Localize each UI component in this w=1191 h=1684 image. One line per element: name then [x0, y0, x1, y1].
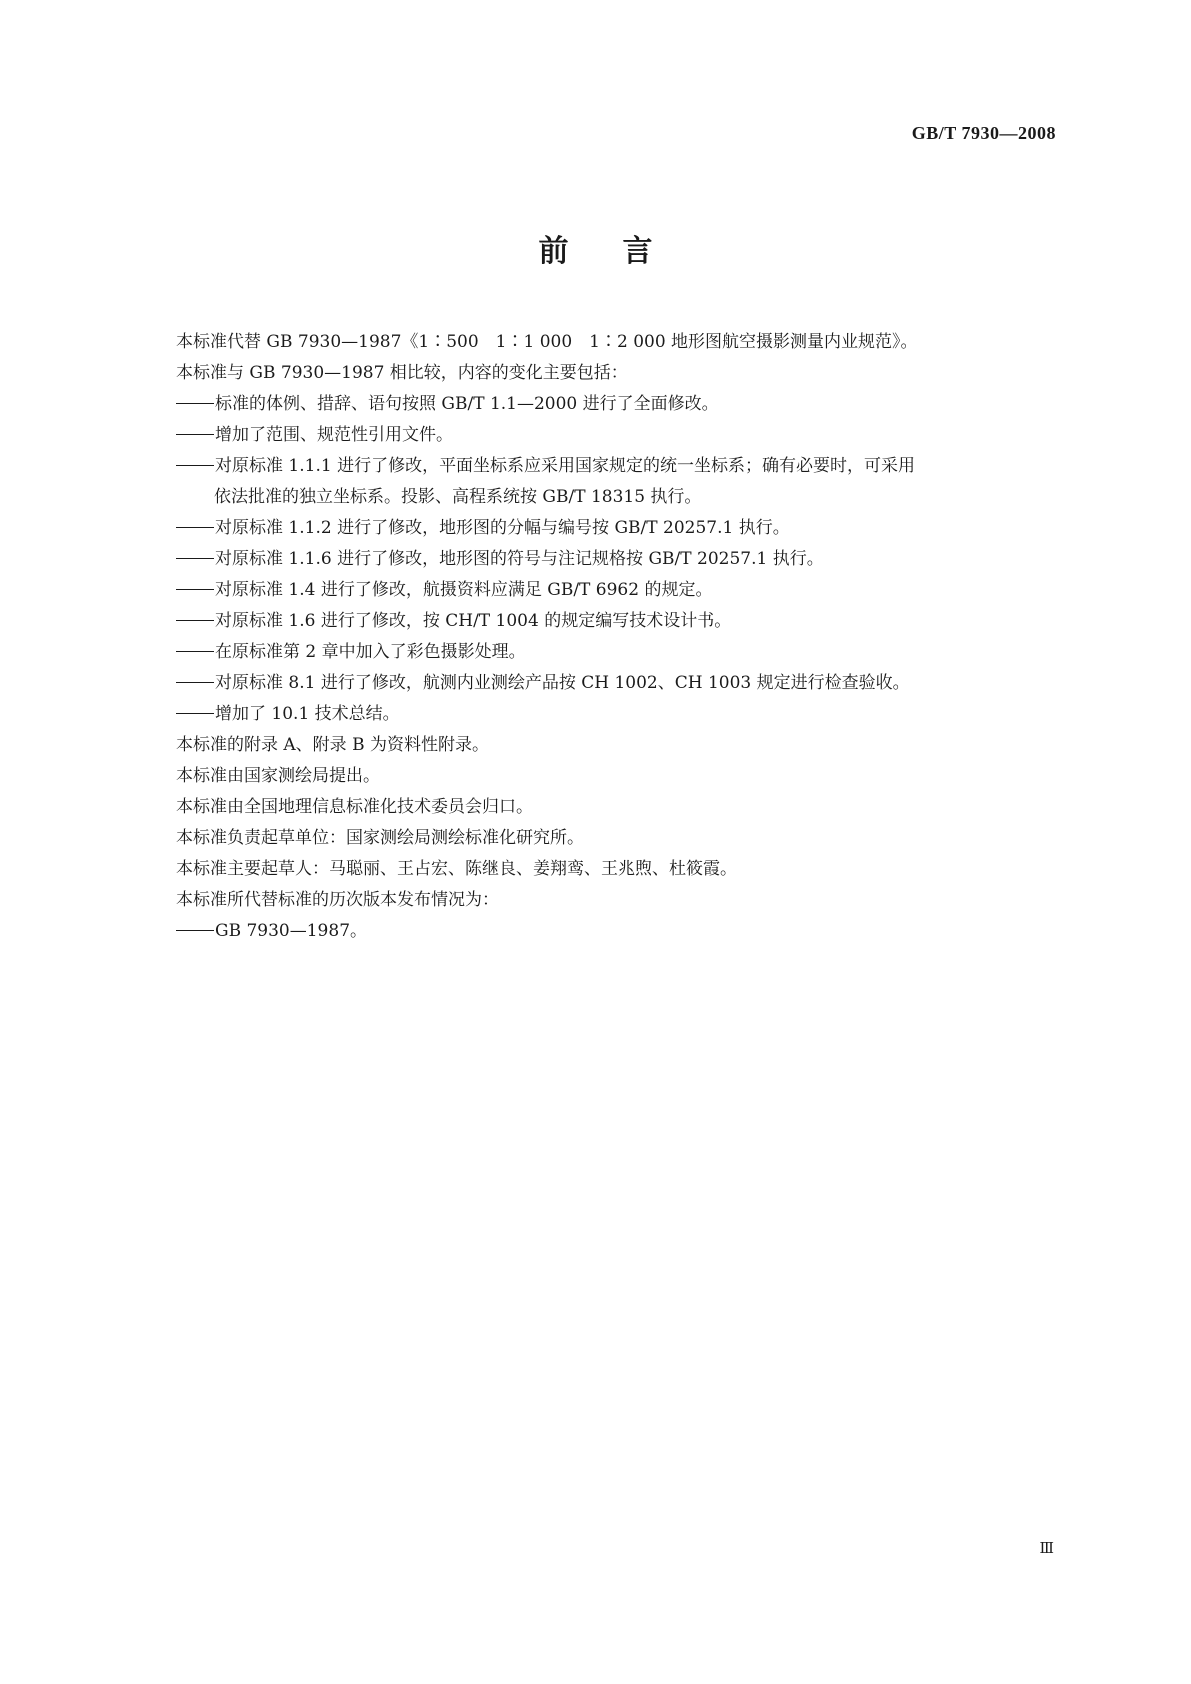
dash-mark	[176, 682, 214, 683]
change-item-text: 对原标准 1.1.6 进行了修改，地形图的符号与注记规格按 GB/T 20257.1 执行。	[215, 549, 824, 569]
standard-code: GB/T 7930—2008	[911, 123, 1056, 143]
change-item	[176, 668, 1066, 699]
change-item-text: 对原标准 1.6 进行了修改，按 CH/T 1004 的规定编写技术设计书。	[215, 611, 732, 631]
change-item-text: 对原标准 1.1.2 进行了修改，地形图的分幅与编号按 GB/T 20257.1 执行。	[215, 518, 790, 538]
change-item	[176, 513, 1066, 544]
dash-mark	[176, 651, 214, 652]
history-item-text: GB 7930—1987。	[215, 921, 368, 941]
dash-mark	[176, 713, 214, 714]
change-item-text: 标准的体例、措辞、语句按照 GB/T 1.1—2000 进行了全面修改。	[215, 394, 719, 414]
page-number: Ⅲ	[1039, 1541, 1053, 1557]
paragraph-committee: 本标准由全国地理信息标准化技术委员会归口。	[176, 797, 533, 817]
change-item	[176, 699, 1066, 730]
dash-mark	[176, 558, 214, 559]
dash-mark	[176, 527, 214, 528]
history-item	[176, 916, 1066, 947]
paragraph-drafters: 本标准主要起草人：马聪丽、王占宏、陈继良、姜翔鸾、王兆煦、杜筱霞。	[176, 859, 737, 879]
paragraph-appendix: 本标准的附录 A、附录 B 为资料性附录。	[176, 735, 489, 755]
page-title: 前言	[538, 234, 707, 269]
dash-mark	[176, 465, 214, 466]
paragraph-proposer: 本标准由国家测绘局提出。	[176, 766, 380, 786]
change-item	[176, 575, 1066, 606]
change-item-text: 对原标准 1.1.1 进行了修改，平面坐标系应采用国家规定的统一坐标系；确有必要时，可采用	[215, 456, 916, 476]
dash-mark	[176, 930, 214, 931]
paragraph-replaces: 本标准代替 GB 7930—1987《1∶500 1∶1 000 1∶2 000 地形图航空摄影测量内业规范》。	[176, 332, 918, 352]
change-item	[176, 606, 1066, 637]
change-item-text: 对原标准 1.4 进行了修改，航摄资料应满足 GB/T 6962 的规定。	[215, 580, 713, 600]
change-item	[176, 451, 1066, 482]
change-item-text: 增加了 10.1 技术总结。	[215, 704, 400, 724]
change-item	[176, 544, 1066, 575]
change-item	[176, 637, 1066, 668]
paragraph-history-intro: 本标准所代替标准的历次版本发布情况为：	[176, 890, 499, 910]
change-item-text: 在原标准第 2 章中加入了彩色摄影处理。	[215, 642, 526, 662]
dash-mark	[176, 589, 214, 590]
dash-mark	[176, 620, 214, 621]
change-item-continuation: 依法批准的独立坐标系。投影、高程系统按 GB/T 18315 执行。	[214, 487, 702, 507]
change-item	[176, 389, 1066, 420]
foreword-body	[176, 327, 1066, 947]
dash-mark	[176, 403, 214, 404]
paragraph-drafting-unit: 本标准负责起草单位：国家测绘局测绘标准化研究所。	[176, 828, 584, 848]
paragraph-changes-intro: 本标准与 GB 7930—1987 相比较，内容的变化主要包括：	[176, 363, 628, 383]
change-item	[176, 420, 1066, 451]
change-item-text: 对原标准 8.1 进行了修改，航测内业测绘产品按 CH 1002、CH 1003 规定进行检查验收。	[215, 673, 910, 693]
dash-mark	[176, 434, 214, 435]
change-item-text: 增加了范围、规范性引用文件。	[215, 425, 453, 445]
